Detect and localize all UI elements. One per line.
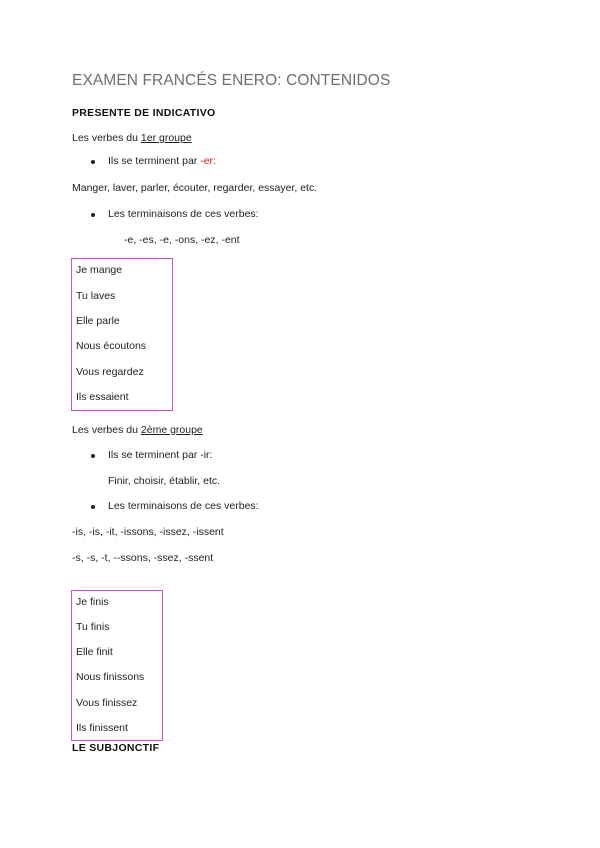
heading-present-indicative: PRESENTE DE INDICATIVO (72, 107, 216, 119)
group1-bullet-terminations: Les terminaisons de ces verbes: (108, 208, 259, 220)
group2-conjugation-box (71, 590, 163, 741)
group1-bullet-ending-text: Ils se terminent par (108, 155, 201, 167)
conjugation-line: Elle parle (76, 315, 120, 327)
group2-endings-2: -s, -s, -t, --ssons, -ssez, -ssent (72, 552, 214, 564)
conjugation-line: Nous finissons (76, 671, 145, 683)
group1-endings: -e, -es, -e, -ons, -ez, -ent (124, 234, 240, 246)
heading-subjonctif: LE SUBJONCTIF (72, 742, 160, 754)
group2-intro-text: Les verbes du (72, 424, 141, 436)
conjugation-line: Elle finit (76, 646, 113, 658)
bullet-icon (91, 213, 95, 217)
bullet-icon (91, 160, 95, 164)
group2-endings-1: -is, -is, -it, -issons, -issez, -issent (72, 526, 224, 538)
group1-bullet-ending (108, 155, 216, 167)
bullet-icon (91, 454, 95, 458)
group2-link: 2ème groupe (140, 424, 203, 436)
conjugation-line: Tu finis (76, 621, 110, 633)
conjugation-line: Je finis (76, 596, 109, 608)
group1-examples: Manger, laver, parler, écouter, regarder, essayer, etc. (72, 182, 318, 194)
group1-conjugation-box (71, 258, 173, 411)
ending-er-highlight: -er (200, 155, 214, 167)
conjugation-line: Je mange (76, 264, 123, 276)
group2-examples: Finir, choisir, établir, etc. (108, 475, 221, 487)
conjugation-line: Vous regardez (76, 366, 144, 378)
document-title: EXAMEN FRANCÉS ENERO: CONTENIDOS (72, 72, 391, 89)
group1-intro-text: Les verbes du (72, 132, 141, 144)
group2-bullet-ending: Ils se terminent par -ir: (108, 449, 213, 461)
conjugation-line: Ils essaient (76, 391, 129, 403)
conjugation-line: Vous finissez (76, 697, 138, 709)
bullet-icon (91, 505, 95, 509)
ending-colon: : (213, 155, 216, 167)
group2-bullet-terminations: Les terminaisons de ces verbes: (108, 500, 259, 512)
conjugation-line: Tu laves (76, 290, 116, 302)
group1-link: 1er groupe (140, 132, 192, 144)
conjugation-line: Nous écoutons (76, 340, 147, 352)
group2-intro (72, 424, 203, 436)
conjugation-line: Ils finissent (76, 722, 128, 734)
group1-intro (72, 132, 192, 144)
